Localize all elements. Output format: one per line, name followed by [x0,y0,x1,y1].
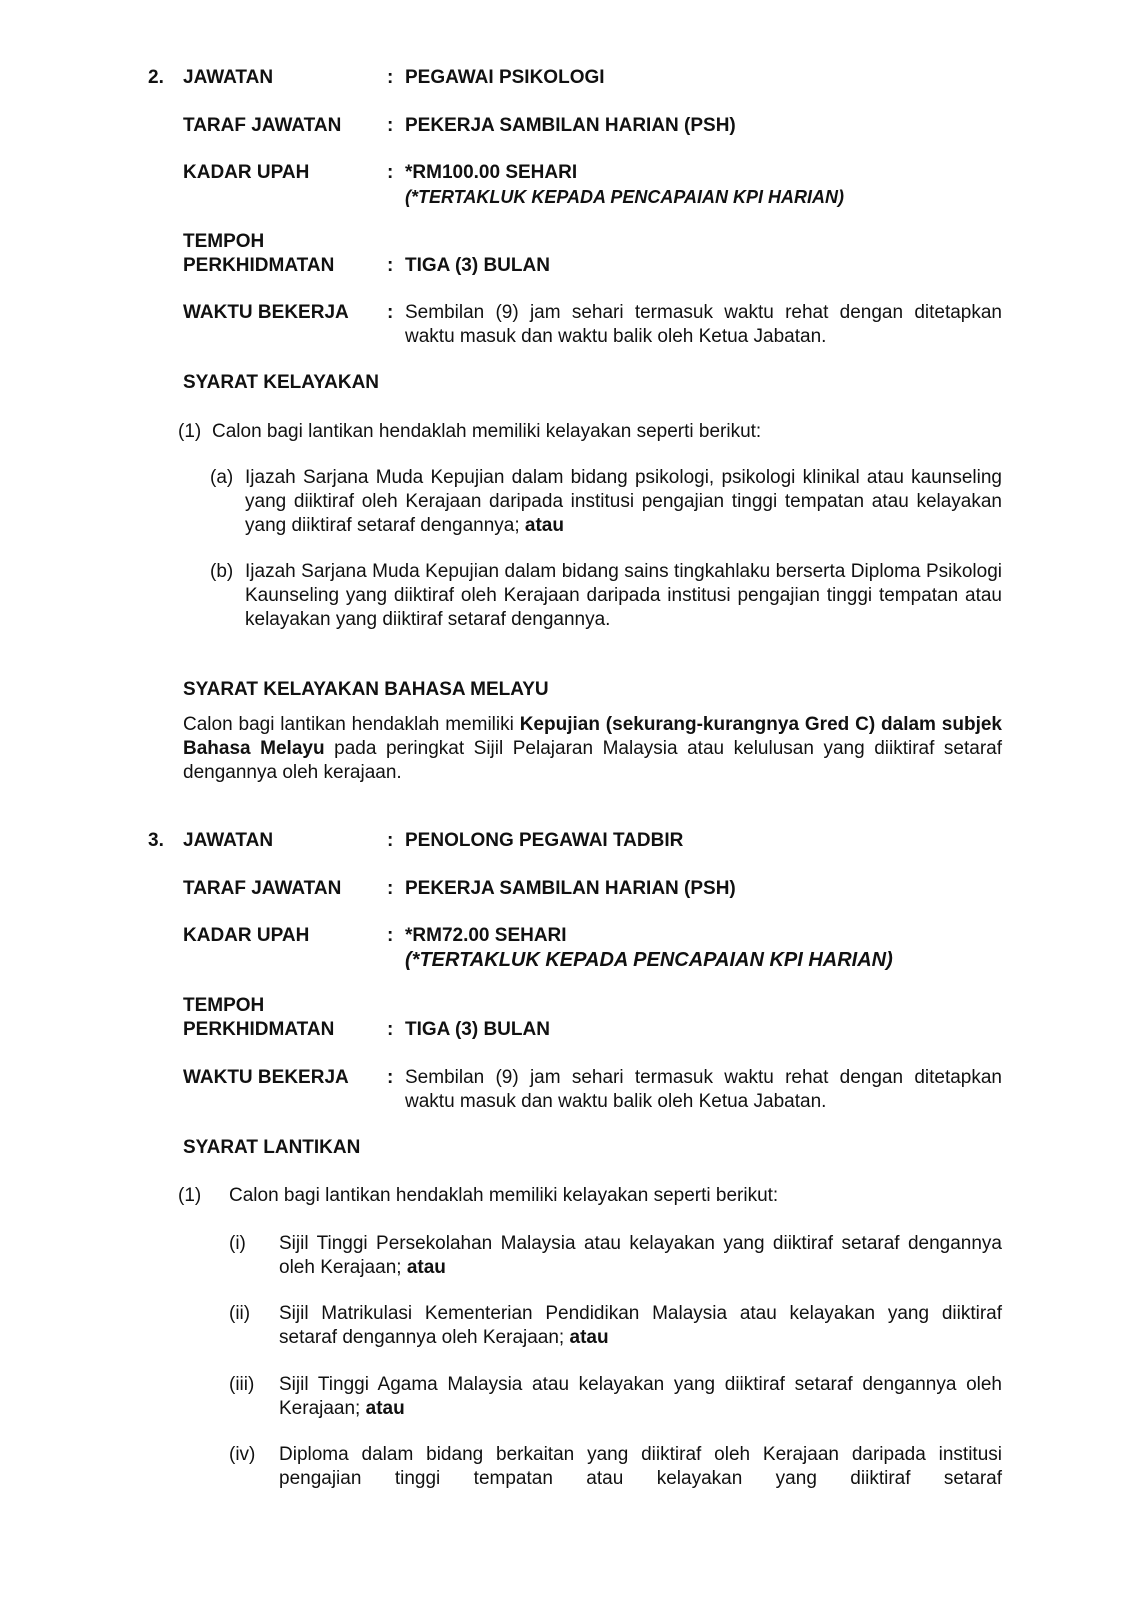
field-value: PEKERJA SAMBILAN HARIAN (PSH) [405,878,736,899]
field-colon: : [387,115,394,136]
field-kadar-upah [148,161,1002,207]
list-marker: (b) [210,561,234,582]
list-marker: (1) [178,1185,202,1206]
list-text: Calon bagi lantikan hendaklah memiliki kelayakan seperti berikut: [229,1185,779,1206]
list-marker: (iv) [229,1444,256,1465]
wage-note: (*TERTAKLUK KEPADA PENCAPAIAN KPI HARIAN) [405,187,845,207]
item-suffix: atau [406,1257,446,1278]
field-label: KADAR UPAH [183,162,310,183]
field-label: KADAR UPAH [183,925,310,946]
list-text [245,560,1002,632]
list-text [279,1302,1002,1350]
field-label: JAWATAN [183,67,274,88]
field-label: WAKTU BEKERJA [183,1067,349,1088]
list-text [279,1373,1002,1421]
field-label-line1: TEMPOH [183,995,265,1016]
field-perkhidmatan [148,1018,1002,1042]
field-kadar-upah [148,924,1002,971]
field-label: TARAF JAWATAN [183,115,342,136]
wage-amount: *RM100.00 SEHARI [405,162,578,183]
bm-text-end: pada peringkat Sijil Pelajaran Malaysia atau kelulusan yang diiktiraf setaraf dengannya oleh kerajaan. [183,738,1003,783]
field-value [405,924,1002,972]
field-value: Sembilan (9) jam sehari termasuk waktu rehat dengan ditetapkan waktu masuk dan waktu balik oleh Ketua Jabatan. [405,1067,1002,1112]
item-suffix: atau [524,515,564,536]
field-colon: : [387,830,394,851]
field-colon: : [387,878,394,899]
field-value: Sembilan (9) jam sehari termasuk waktu rehat dengan ditetapkan waktu masuk dan waktu balik oleh Ketua Jabatan. [405,302,1002,347]
field-label-line1: TEMPOH [183,231,265,252]
field-colon: : [387,302,394,323]
field-value: PENOLONG PEGAWAI TADBIR [405,830,684,851]
field-value: PEKERJA SAMBILAN HARIAN (PSH) [405,115,736,136]
list-marker: (iii) [229,1374,255,1395]
field-colon: : [387,925,394,946]
item-text: Diploma dalam bidang berkaitan yang diiktiraf oleh Kerajaan daripada institusi pengajian tinggi tempatan atau kelayakan yang diiktiraf setaraf [279,1444,1002,1489]
item-text: Ijazah Sarjana Muda Kepujian dalam bidang sains tingkahlaku berserta Diploma Psikologi Kaunseling yang diiktiraf oleh Kerajaan daripada institusi pengajian tinggi tempatan atau kelayakan yang diiktiraf setaraf dengannya. [245,561,1002,630]
field-label: TARAF JAWATAN [183,878,342,899]
list-text: Calon bagi lantikan hendaklah memiliki kelayakan seperti berikut: [212,421,762,442]
item-suffix: atau [365,1398,405,1419]
field-taraf-jawatan [148,114,1002,138]
field-label: JAWATAN [183,830,274,851]
field-value: PEGAWAI PSIKOLOGI [405,67,605,88]
syarat-lantikan-heading: SYARAT LANTIKAN [183,1137,361,1158]
list-text [245,466,1002,538]
item-text: Ijazah Sarjana Muda Kepujian dalam bidang psikologi, psikologi klinikal atau kaunseling yang diiktiraf oleh Kerajaan daripada institusi pengajian tinggi tempatan atau kelayakan yang diiktiraf setaraf dengannya; [245,467,1002,536]
field-label: WAKTU BEKERJA [183,302,349,323]
field-taraf-jawatan [148,877,1002,901]
field-value [405,161,1002,209]
field-waktu-bekerja [148,301,1002,347]
item-text: Sijil Matrikulasi Kementerian Pendidikan Malaysia atau kelayakan yang diiktiraf setaraf dengannya oleh Kerajaan; [279,1303,1002,1348]
item-text: Sijil Tinggi Agama Malaysia atau kelayakan yang diiktiraf setaraf dengannya oleh Kerajaan; [279,1374,1002,1419]
field-perkhidmatan [148,254,1002,278]
field-colon: : [387,1019,394,1040]
field-jawatan [148,66,1002,90]
item-text: Sijil Tinggi Persekolahan Malaysia atau kelayakan yang diiktiraf setaraf dengannya oleh Kerajaan; [279,1233,1002,1278]
field-colon: : [387,1067,394,1088]
list-marker: (i) [229,1233,246,1254]
bahasa-melayu-heading: SYARAT KELAYAKAN BAHASA MELAYU [183,679,549,700]
field-colon: : [387,67,394,88]
field-value: TIGA (3) BULAN [405,1019,550,1040]
bm-text-start: Calon bagi lantikan hendaklah memiliki [183,714,514,735]
field-colon: : [387,162,394,183]
field-value: TIGA (3) BULAN [405,255,550,276]
list-text [279,1443,1002,1491]
syarat-kelayakan-heading: SYARAT KELAYAKAN [183,372,380,393]
wage-note: (*TERTAKLUK KEPADA PENCAPAIAN KPI HARIAN) [405,949,893,971]
field-tempoh [148,994,1002,1018]
list-text [279,1232,1002,1280]
bahasa-melayu-text [183,713,1002,785]
field-label-line2: PERKHIDMATAN [183,255,335,276]
field-colon: : [387,255,394,276]
list-marker: (a) [210,467,234,488]
field-jawatan [148,829,1002,853]
section-number: 3. [148,830,164,851]
wage-amount: *RM72.00 SEHARI [405,925,567,946]
list-marker: (1) [178,421,202,442]
list-marker: (ii) [229,1303,251,1324]
field-tempoh [148,230,1002,254]
section-number: 2. [148,67,164,88]
field-label-line2: PERKHIDMATAN [183,1019,335,1040]
item-suffix: atau [569,1327,609,1348]
field-waktu-bekerja [148,1066,1002,1112]
bm-text-bold: Kepujian (sekurang-kurangnya Gred C) dalam subjek Bahasa Melayu [183,714,1002,759]
